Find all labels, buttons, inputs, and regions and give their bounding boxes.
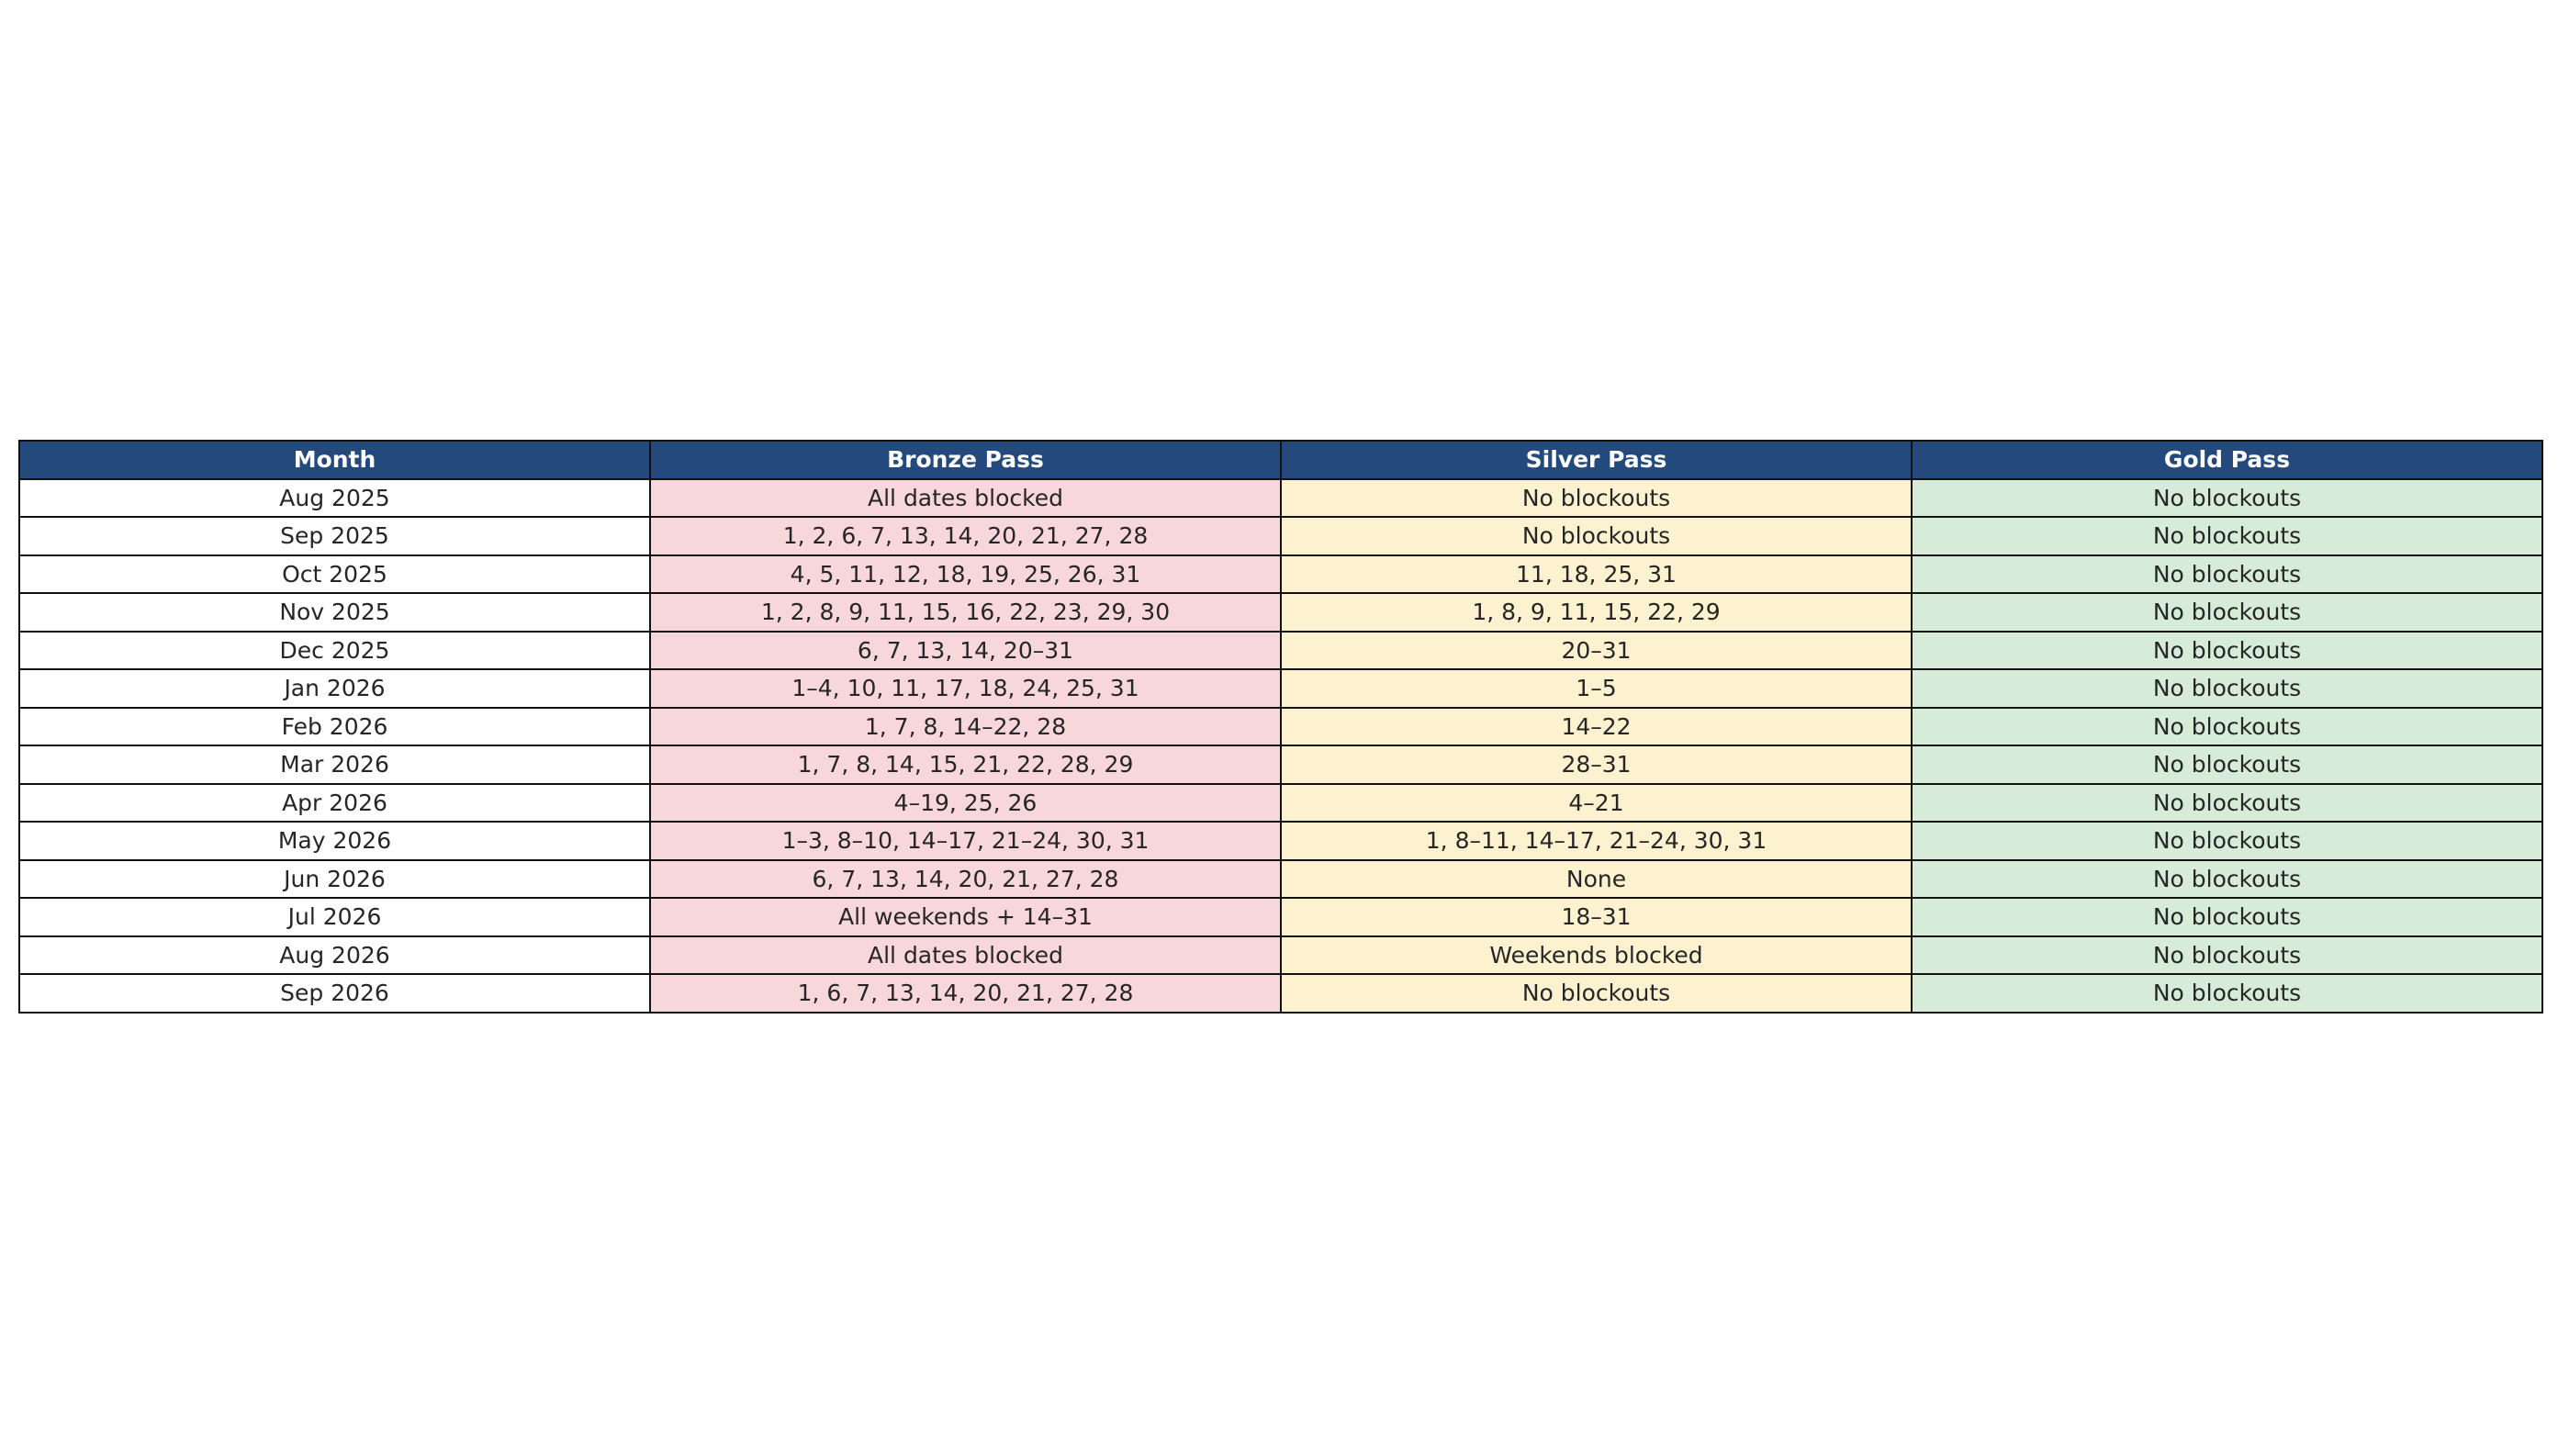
cell-bronze-pass: 1–4, 10, 11, 17, 18, 24, 25, 31 xyxy=(650,669,1281,708)
cell-month: Nov 2025 xyxy=(19,593,650,632)
header-silver-pass: Silver Pass xyxy=(1281,441,1912,479)
table-row xyxy=(19,936,2542,975)
cell-gold-pass: No blockouts xyxy=(1912,974,2542,1013)
table-row xyxy=(19,898,2542,936)
cell-silver-pass: No blockouts xyxy=(1281,517,1912,555)
table-row xyxy=(19,555,2542,594)
table-body xyxy=(19,479,2542,1013)
cell-bronze-pass: 6, 7, 13, 14, 20, 21, 27, 28 xyxy=(650,860,1281,899)
table-row xyxy=(19,974,2542,1013)
header-month: Month xyxy=(19,441,650,479)
cell-month: Mar 2026 xyxy=(19,745,650,784)
cell-bronze-pass: 1, 7, 8, 14–22, 28 xyxy=(650,708,1281,746)
cell-bronze-pass: All dates blocked xyxy=(650,479,1281,518)
cell-month: Sep 2025 xyxy=(19,517,650,555)
table-row xyxy=(19,822,2542,860)
cell-gold-pass: No blockouts xyxy=(1912,632,2542,670)
cell-gold-pass: No blockouts xyxy=(1912,593,2542,632)
cell-gold-pass: No blockouts xyxy=(1912,479,2542,518)
table-row xyxy=(19,745,2542,784)
cell-bronze-pass: 1–3, 8–10, 14–17, 21–24, 30, 31 xyxy=(650,822,1281,860)
cell-bronze-pass: All weekends + 14–31 xyxy=(650,898,1281,936)
table-row xyxy=(19,860,2542,899)
header-gold-pass: Gold Pass xyxy=(1912,441,2542,479)
cell-month: Feb 2026 xyxy=(19,708,650,746)
cell-gold-pass: No blockouts xyxy=(1912,936,2542,975)
blackout-table xyxy=(18,440,2543,1014)
cell-bronze-pass: 4–19, 25, 26 xyxy=(650,784,1281,823)
cell-month: Aug 2026 xyxy=(19,936,650,975)
table-row xyxy=(19,632,2542,670)
cell-gold-pass: No blockouts xyxy=(1912,745,2542,784)
cell-month: Dec 2025 xyxy=(19,632,650,670)
cell-silver-pass: 28–31 xyxy=(1281,745,1912,784)
table-row xyxy=(19,517,2542,555)
header-row xyxy=(19,441,2542,479)
cell-silver-pass: None xyxy=(1281,860,1912,899)
cell-month: Jul 2026 xyxy=(19,898,650,936)
cell-month: Oct 2025 xyxy=(19,555,650,594)
cell-gold-pass: No blockouts xyxy=(1912,517,2542,555)
cell-gold-pass: No blockouts xyxy=(1912,708,2542,746)
table-row xyxy=(19,479,2542,518)
table-row xyxy=(19,593,2542,632)
cell-bronze-pass: 4, 5, 11, 12, 18, 19, 25, 26, 31 xyxy=(650,555,1281,594)
cell-month: Apr 2026 xyxy=(19,784,650,823)
cell-silver-pass: 1, 8, 9, 11, 15, 22, 29 xyxy=(1281,593,1912,632)
cell-month: Aug 2025 xyxy=(19,479,650,518)
table-row xyxy=(19,784,2542,823)
cell-gold-pass: No blockouts xyxy=(1912,669,2542,708)
cell-bronze-pass: 1, 2, 6, 7, 13, 14, 20, 21, 27, 28 xyxy=(650,517,1281,555)
cell-month: May 2026 xyxy=(19,822,650,860)
cell-bronze-pass: 1, 6, 7, 13, 14, 20, 21, 27, 28 xyxy=(650,974,1281,1013)
cell-silver-pass: 1, 8–11, 14–17, 21–24, 30, 31 xyxy=(1281,822,1912,860)
table-row xyxy=(19,669,2542,708)
cell-bronze-pass: 1, 7, 8, 14, 15, 21, 22, 28, 29 xyxy=(650,745,1281,784)
cell-silver-pass: 18–31 xyxy=(1281,898,1912,936)
cell-silver-pass: 14–22 xyxy=(1281,708,1912,746)
table-row xyxy=(19,708,2542,746)
cell-gold-pass: No blockouts xyxy=(1912,822,2542,860)
cell-month: Sep 2026 xyxy=(19,974,650,1013)
cell-gold-pass: No blockouts xyxy=(1912,784,2542,823)
cell-month: Jun 2026 xyxy=(19,860,650,899)
cell-bronze-pass: 6, 7, 13, 14, 20–31 xyxy=(650,632,1281,670)
cell-silver-pass: No blockouts xyxy=(1281,974,1912,1013)
cell-silver-pass: Weekends blocked xyxy=(1281,936,1912,975)
cell-silver-pass: 1–5 xyxy=(1281,669,1912,708)
cell-gold-pass: No blockouts xyxy=(1912,898,2542,936)
cell-silver-pass: 20–31 xyxy=(1281,632,1912,670)
cell-gold-pass: No blockouts xyxy=(1912,860,2542,899)
header-bronze-pass: Bronze Pass xyxy=(650,441,1281,479)
cell-gold-pass: No blockouts xyxy=(1912,555,2542,594)
cell-silver-pass: No blockouts xyxy=(1281,479,1912,518)
cell-bronze-pass: 1, 2, 8, 9, 11, 15, 16, 22, 23, 29, 30 xyxy=(650,593,1281,632)
cell-month: Jan 2026 xyxy=(19,669,650,708)
cell-bronze-pass: All dates blocked xyxy=(650,936,1281,975)
cell-silver-pass: 11, 18, 25, 31 xyxy=(1281,555,1912,594)
cell-silver-pass: 4–21 xyxy=(1281,784,1912,823)
